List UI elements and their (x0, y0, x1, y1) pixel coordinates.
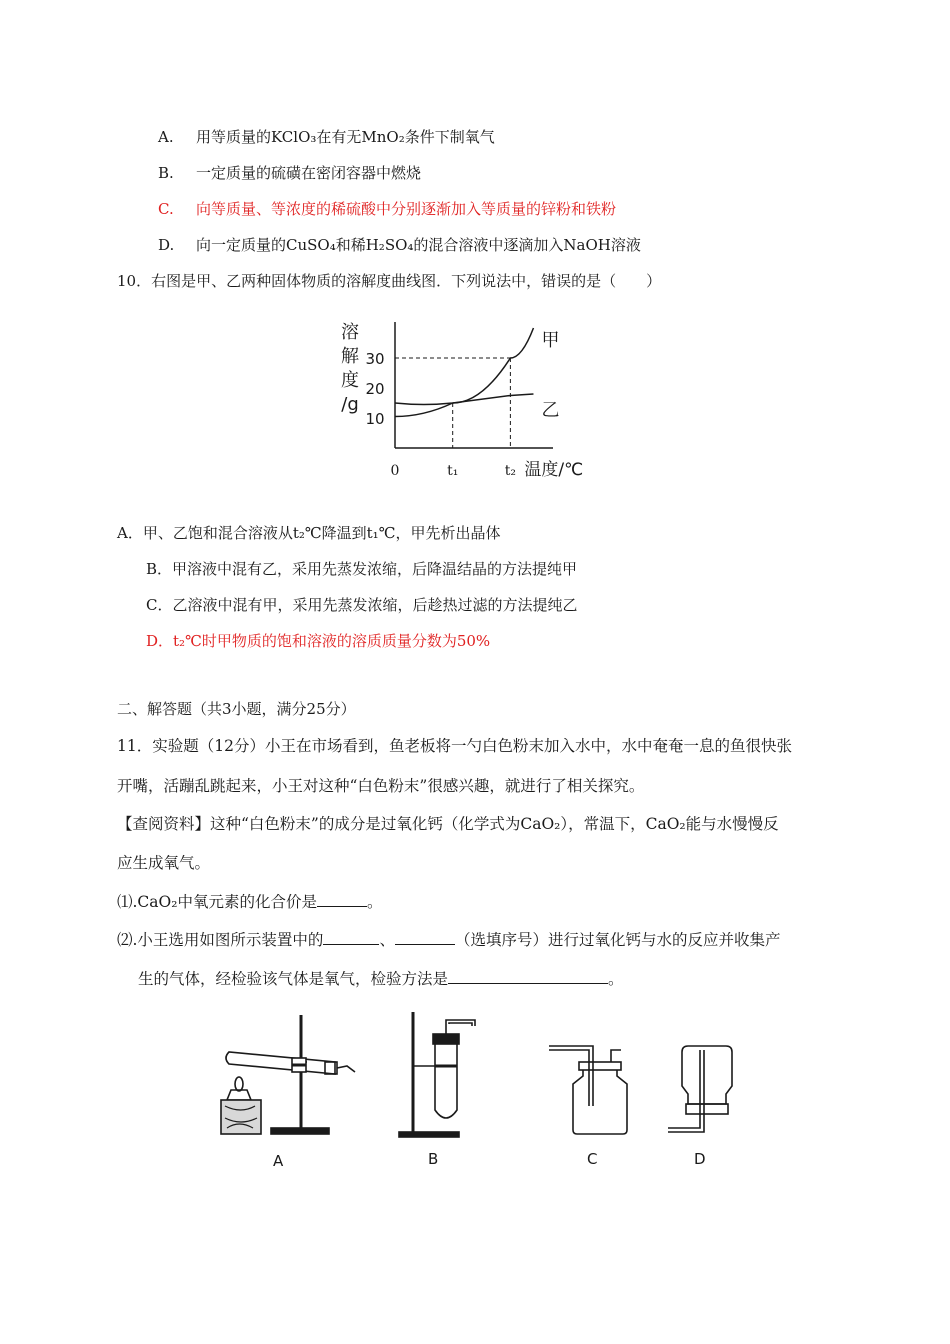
apparatus-a-label: A (273, 1152, 284, 1170)
series-curve-jia (395, 328, 533, 417)
q10-option-c: C．乙溶液中混有甲，采用先蒸发浓缩，后趁热过滤的方法提纯乙 (146, 596, 578, 614)
answer-blank-1[interactable] (317, 890, 367, 907)
apparatus-c-drawing (545, 1010, 635, 1140)
series-label: 甲 (541, 330, 560, 351)
y-axis-label-char: /g (341, 394, 359, 415)
q10-option-a: A．甲、乙饱和混合溶液从t₂℃降温到t₁℃，甲先析出晶体 (117, 524, 501, 542)
apparatus-a-drawing (215, 1010, 365, 1140)
solubility-chart-svg (330, 318, 584, 488)
q9-option-a: A. 用等质量的KClO₃在有无MnO₂条件下制氧气 (158, 128, 495, 146)
apparatus-c-label: C (587, 1150, 598, 1168)
sub-question-2-line2: 生的气体，经检验该气体是氧气，检验方法是 。 (138, 967, 624, 989)
y-axis-label-char: 度 (341, 370, 359, 391)
y-axis-label-char: 溶 (341, 322, 359, 343)
answer-blank-2c[interactable] (448, 967, 608, 984)
apparatus-d-drawing (662, 1010, 742, 1140)
solubility-chart (330, 318, 584, 488)
q11-line1: 11．实验题（12分）小王在市场看到，鱼老板将一勺白色粉末加入水中，水中奄奄一息的鱼很快张 (117, 737, 792, 755)
apparatus-c (545, 1010, 635, 1175)
q9-option-d: D. 向一定质量的CuSO₄和稀H₂SO₄的混合溶液中逐滴加入NaOH溶液 (158, 236, 641, 254)
sub-question-2: ⑵.小王选用如图所示装置中的 、 （选填序号）进行过氧化钙与水的反应并收集产 (117, 928, 780, 950)
answer-blank-2b[interactable] (395, 928, 455, 945)
x-tick-label: t₂ (504, 463, 517, 479)
x-tick-label: 0 (390, 463, 400, 479)
apparatus-b (395, 1010, 505, 1175)
q10-stem: 10．右图是甲、乙两种固体物质的溶解度曲线图．下列说法中，错误的是（ ） (117, 272, 662, 290)
apparatus-b-label: B (428, 1150, 439, 1168)
q11-line2: 开嘴，活蹦乱跳起来，小王对这种“白色粉末”很感兴趣，就进行了相关探究。 (117, 777, 645, 795)
apparatus-a (215, 1010, 365, 1175)
q9-option-c: C. 向等质量、等浓度的稀硫酸中分别逐渐加入等质量的锌粉和铁粉 (158, 200, 617, 218)
y-tick-label: 10 (365, 410, 385, 428)
q10-option-d: D．t₂℃时甲物质的饱和溶液的溶质质量分数为50% (146, 632, 491, 650)
answer-blank-2a[interactable] (323, 928, 379, 945)
sub-question-1: ⑴.CaO₂中氧元素的化合价是 。 (117, 890, 382, 912)
apparatus-d (662, 1010, 742, 1175)
series-label: 乙 (541, 400, 560, 421)
series-curve-yi (395, 394, 533, 405)
y-axis-label-char: 解 (341, 346, 359, 367)
q10-option-b: B．甲溶液中混有乙，采用先蒸发浓缩，后降温结晶的方法提纯甲 (146, 560, 578, 578)
x-axis-label: 温度/℃ (524, 460, 584, 480)
section2-heading: 二、解答题（共3小题，满分25分） (117, 700, 356, 718)
info-line1: 【查阅资料】这种“白色粉末”的成分是过氧化钙（化学式为CaO₂），常温下，CaO₂能与水慢慢反 (117, 815, 779, 833)
q9-option-b: B. 一定质量的硫磺在密闭容器中燃烧 (158, 164, 422, 182)
apparatus-b-drawing (395, 1010, 505, 1140)
y-tick-label: 20 (365, 380, 385, 398)
info-line2: 应生成氧气。 (117, 854, 211, 872)
x-tick-label: t₁ (447, 463, 459, 479)
y-tick-label: 30 (365, 350, 385, 368)
apparatus-d-label: D (694, 1150, 706, 1168)
